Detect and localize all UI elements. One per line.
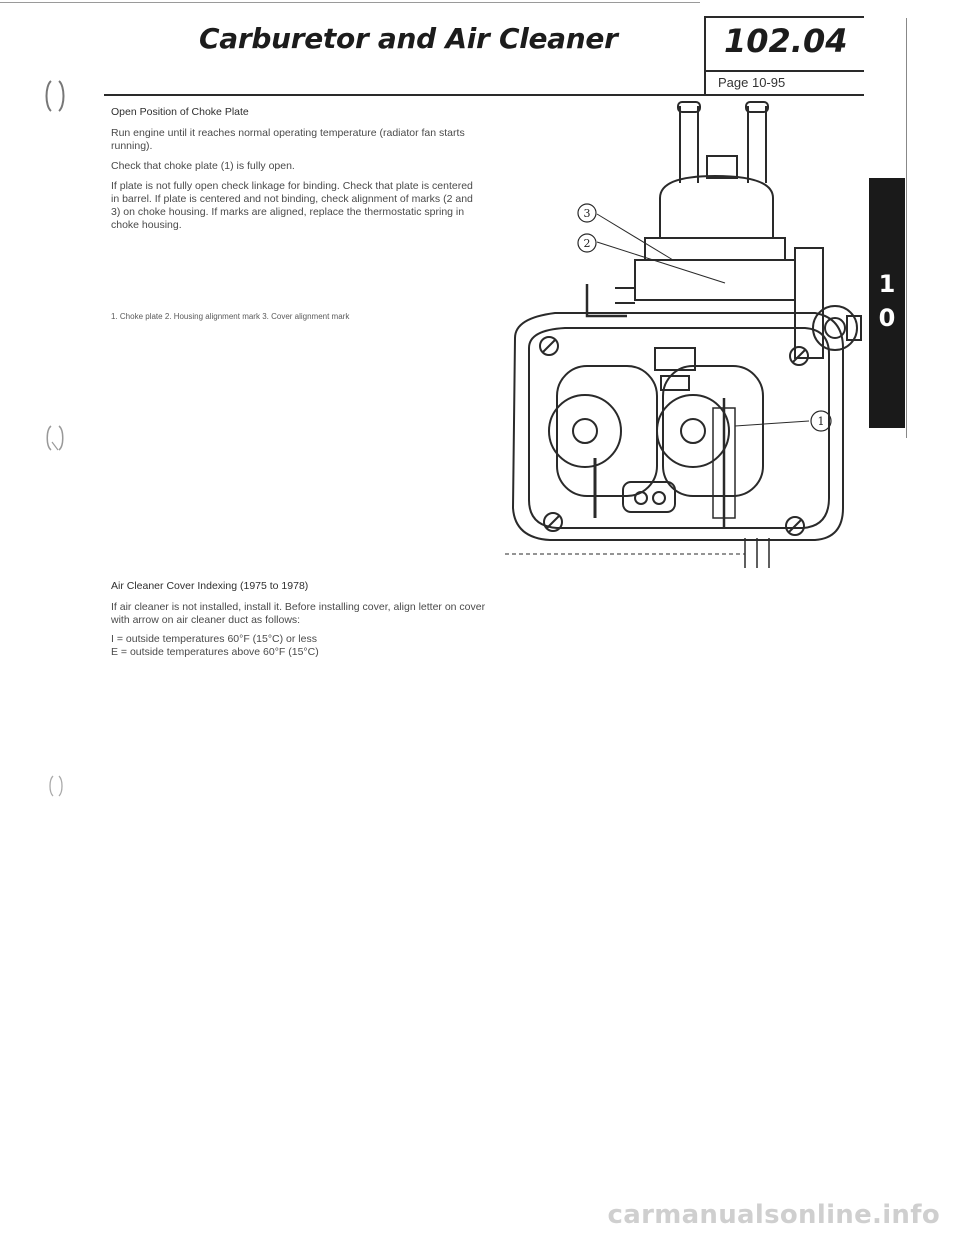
tab-digit-0: 0: [878, 304, 896, 332]
figure-caption: 1. Choke plate 2. Housing alignment mark 3. Cover alignment mark: [111, 312, 350, 321]
air-cleaner-paragraph: If air cleaner is not installed, install it. Before installing cover, align letter on cover with arrow on air cleaner duct as follows:: [111, 601, 486, 626]
air-cleaner-section: [111, 580, 491, 659]
carburetor-choke-illustration: [495, 98, 865, 578]
choke-paragraph-3: If plate is not fully open check linkage for binding. Check that plate is centered in barrel. If plate is centered and not binding, check alignment of marks (2 and 3) on choke housing. If marks are aligned, replace the thermostatic spring in choke housing.: [111, 180, 473, 231]
choke-section-heading: Open Position of Choke Plate: [111, 106, 249, 118]
section-tab: [869, 178, 905, 428]
page-title: Carburetor and Air Cleaner: [199, 22, 618, 55]
callout-1: 1: [817, 415, 825, 428]
header-rule: [104, 94, 864, 96]
watermark: carmanualsonline.info: [607, 1200, 940, 1230]
air-cleaner-heading: Air Cleaner Cover Indexing (1975 to 1978): [111, 580, 309, 592]
binder-hole-icon: [44, 772, 68, 800]
choke-section: [111, 106, 481, 239]
section-box-divider: [704, 70, 864, 72]
choke-paragraph-2: Check that choke plate (1) is fully open.: [111, 160, 295, 172]
binder-hole-icon: [40, 420, 70, 456]
callout-2: 2: [583, 237, 591, 250]
section-number: 102.04: [724, 22, 848, 60]
air-cleaner-line-i: I = outside temperatures 60°F (15°C) or less: [111, 633, 317, 645]
callout-3: 3: [583, 207, 591, 220]
choke-paragraph-1: Run engine until it reaches normal operating temperature (radiator fan starts running).: [111, 127, 465, 152]
air-cleaner-line-e: E = outside temperatures above 60°F (15°C): [111, 646, 319, 658]
right-edge-rule: [906, 18, 907, 438]
top-edge-rule: [0, 2, 700, 3]
page-number: Page 10-95: [718, 75, 786, 90]
tab-digit-1: 1: [878, 270, 896, 298]
binder-hole-icon: [40, 78, 70, 114]
